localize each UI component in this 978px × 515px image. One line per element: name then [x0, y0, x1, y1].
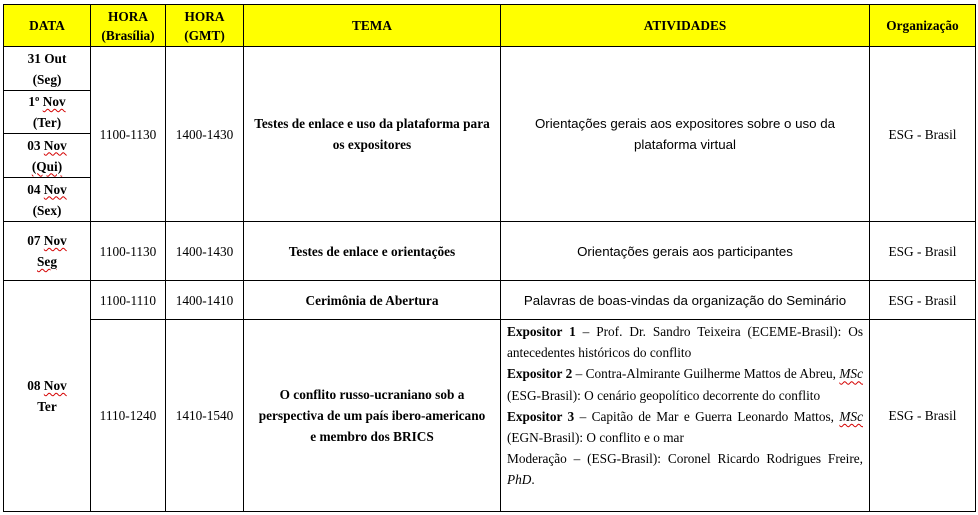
tema-cell: Testes de enlace e orientações	[244, 222, 501, 281]
tema-cell: Testes de enlace e uso da plataforma para os expositores	[244, 47, 501, 222]
date-cell: 08 Nov Ter	[4, 281, 91, 512]
atividades-cell	[501, 320, 870, 512]
hora-gmt-cell: 1400-1410	[166, 281, 244, 320]
expositor-1: Expositor 1 – Prof. Dr. Sandro Teixeira (ECEME-Brasil): Os antecedentes históricos do conflito	[507, 324, 863, 361]
organizacao-cell: ESG - Brasil	[870, 222, 976, 281]
atividades-cell: Orientações gerais aos expositores sobre o uso da plataforma virtual	[501, 47, 870, 222]
table-row	[4, 47, 976, 91]
hora-brasilia-cell: 1100-1130	[91, 47, 166, 222]
header-data: DATA	[4, 5, 91, 47]
organizacao-cell: ESG - Brasil	[870, 47, 976, 222]
expositor-3: Expositor 3 – Capitão de Mar e Guerra Leonardo Mattos, MSc (EGN-Brasil): O conflito e o mar	[507, 408, 863, 446]
date-cell: 1º Nov (Ter)	[4, 91, 91, 134]
tema-cell: Cerimônia de Abertura	[244, 281, 501, 320]
header-atividades: ATIVIDADES	[501, 5, 870, 47]
organizacao-cell: ESG - Brasil	[870, 320, 976, 512]
table-row	[4, 320, 976, 512]
schedule-table	[3, 4, 976, 512]
hora-brasilia-cell: 1100-1130	[91, 222, 166, 281]
header-tema: TEMA	[244, 5, 501, 47]
header-hora-brasilia: HORA (Brasília)	[91, 5, 166, 47]
hora-brasilia-cell: 1110-1240	[91, 320, 166, 512]
header-organizacao: Organização	[870, 5, 976, 47]
table-row	[4, 222, 976, 281]
date-cell: 04 Nov (Sex)	[4, 178, 91, 222]
hora-gmt-cell: 1400-1430	[166, 47, 244, 222]
date-cell: 07 Nov Seg	[4, 222, 91, 281]
expositor-2: Expositor 2 – Contra-Almirante Guilherme Mattos de Abreu, MSc (ESG-Brasil): O cenário geopolítico decorrente do conflito	[507, 366, 863, 403]
hora-gmt-cell: 1400-1430	[166, 222, 244, 281]
hora-brasilia-cell: 1100-1110	[91, 281, 166, 320]
atividades-cell: Palavras de boas-vindas da organização do Seminário	[501, 281, 870, 320]
header-row	[4, 5, 976, 47]
date-cell: 03 Nov (Qui)	[4, 134, 91, 178]
tema-cell: O conflito russo-ucraniano sob a perspectiva de um país ibero-americano e membro dos BRICS	[244, 320, 501, 512]
date-cell: 31 Out (Seg)	[4, 47, 91, 91]
atividades-cell: Orientações gerais aos participantes	[501, 222, 870, 281]
table-row	[4, 281, 976, 320]
organizacao-cell: ESG - Brasil	[870, 281, 976, 320]
moderacao: Moderação – (ESG-Brasil): Coronel Ricardo Rodrigues Freire, PhD.	[507, 451, 863, 488]
header-hora-gmt: HORA (GMT)	[166, 5, 244, 47]
hora-gmt-cell: 1410-1540	[166, 320, 244, 512]
